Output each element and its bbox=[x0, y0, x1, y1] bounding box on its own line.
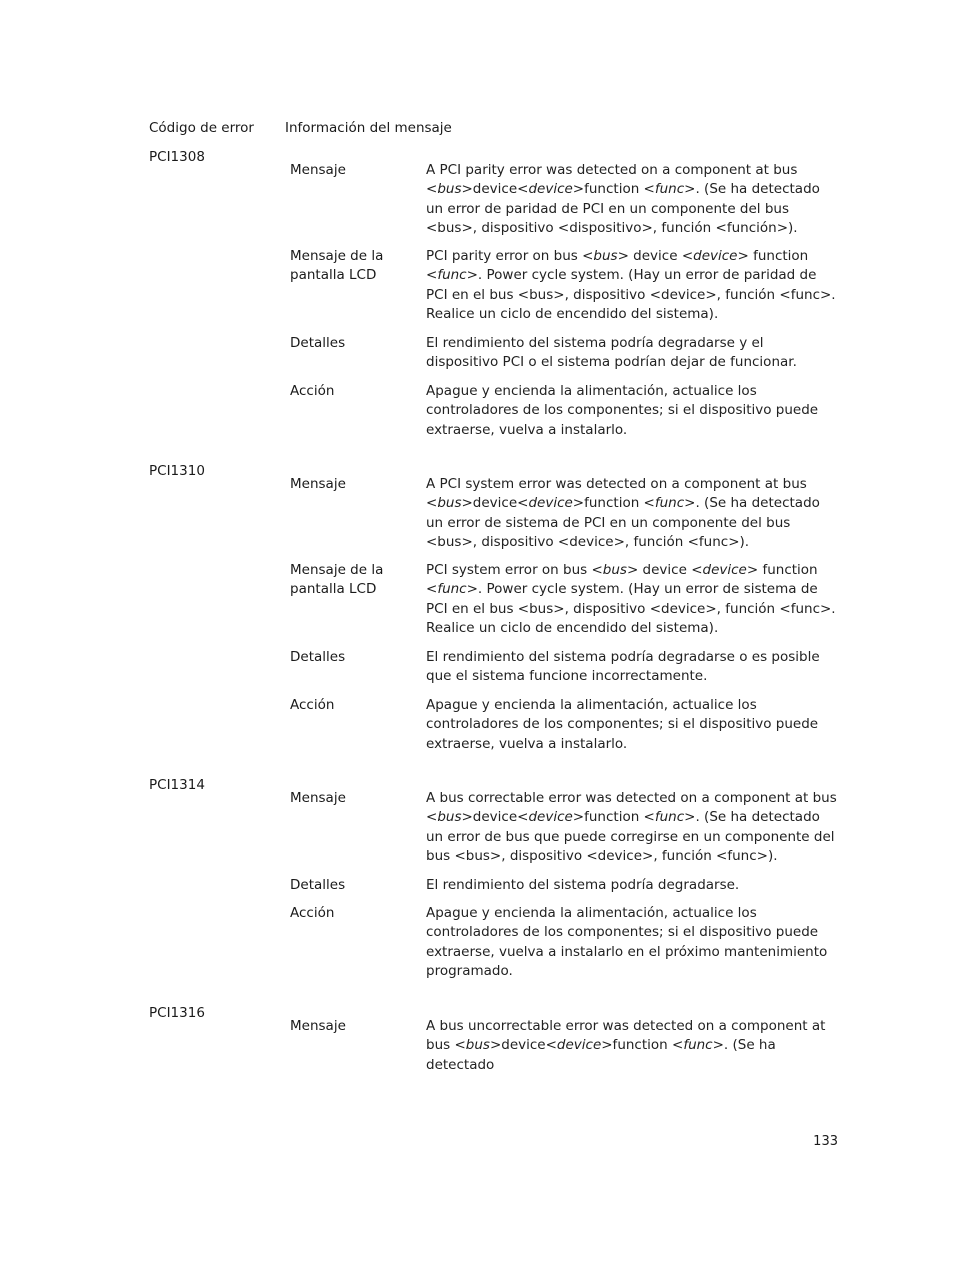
row-label: Mensaje de la pantalla LCD bbox=[290, 248, 384, 284]
error-code: PCI1308 bbox=[149, 149, 205, 165]
row-text: Apague y encienda la alimentación, actualice los controladores de los componentes; si el dispositivo puede extraerse, vuelva a instalarlo en el próximo mantenimiento programado. bbox=[426, 905, 828, 979]
row-label: Mensaje bbox=[290, 790, 346, 806]
row-text: A PCI system error was detected on a component at bus <bus>device<device>function <func>. (Se ha detectado un error de sistema de PCI en un componente del bus <bus>, dispositivo <device>, función <func>). bbox=[426, 476, 820, 550]
row-text: Apague y encienda la alimentación, actualice los controladores de los componentes; si el dispositivo puede extraerse, vuelva a instalarlo. bbox=[426, 697, 819, 752]
row-text: Apague y encienda la alimentación, actualice los controladores de los componentes; si el dispositivo puede extraerse, vuelva a instalarlo. bbox=[426, 383, 819, 438]
row-text: El rendimiento del sistema podría degradarse y el dispositivo PCI o el sistema podrían dejar de funcionar. bbox=[426, 335, 797, 371]
row-label: Mensaje bbox=[290, 162, 346, 178]
row-text: PCI parity error on bus <bus> device <device> function <func>. Power cycle system. (Hay un error de paridad de PCI en el bus <bus>, dispositivo <device>, función <func>. Realice un ciclo de encendido del sistema). bbox=[426, 248, 836, 322]
column-header-error-code: Código de error bbox=[149, 120, 254, 136]
row-label: Acción bbox=[290, 697, 335, 713]
error-code: PCI1314 bbox=[149, 777, 205, 793]
page-number: 133 bbox=[813, 1134, 838, 1149]
error-code: PCI1316 bbox=[149, 1005, 205, 1021]
error-code: PCI1310 bbox=[149, 463, 205, 479]
row-text: PCI system error on bus <bus> device <device> function <func>. Power cycle system. (Hay un error de sistema de PCI en el bus <bus>, dispositivo <device>, función <func>. Realice un ciclo de encendido del sistema). bbox=[426, 562, 836, 636]
row-label: Mensaje bbox=[290, 476, 346, 492]
row-text: A bus uncorrectable error was detected on a component at bus <bus>device<device>function <func>. (Se ha detectado bbox=[426, 1018, 826, 1073]
row-label: Detalles bbox=[290, 877, 346, 893]
row-label: Mensaje de la pantalla LCD bbox=[290, 562, 384, 598]
row-text: El rendimiento del sistema podría degradarse. bbox=[426, 877, 740, 893]
row-label: Acción bbox=[290, 383, 335, 399]
row-text: El rendimiento del sistema podría degradarse o es posible que el sistema funcione incorrectamente. bbox=[426, 649, 820, 685]
row-text: A bus correctable error was detected on a component at bus <bus>device<device>function <func>. (Se ha detectado un error de bus que puede corregirse en un componente del bus <bus>, dispositivo <device>, función <func>). bbox=[426, 790, 837, 864]
row-text: A PCI parity error was detected on a component at bus <bus>device<device>function <func>. (Se ha detectado un error de paridad de PCI en un componente del bus <bus>, dispositivo <dispositivo>, función <función>). bbox=[426, 162, 820, 236]
row-label: Acción bbox=[290, 905, 335, 921]
column-header-message-info: Información del mensaje bbox=[285, 120, 452, 136]
row-label: Detalles bbox=[290, 335, 346, 351]
row-label: Mensaje bbox=[290, 1018, 346, 1034]
row-label: Detalles bbox=[290, 649, 346, 665]
